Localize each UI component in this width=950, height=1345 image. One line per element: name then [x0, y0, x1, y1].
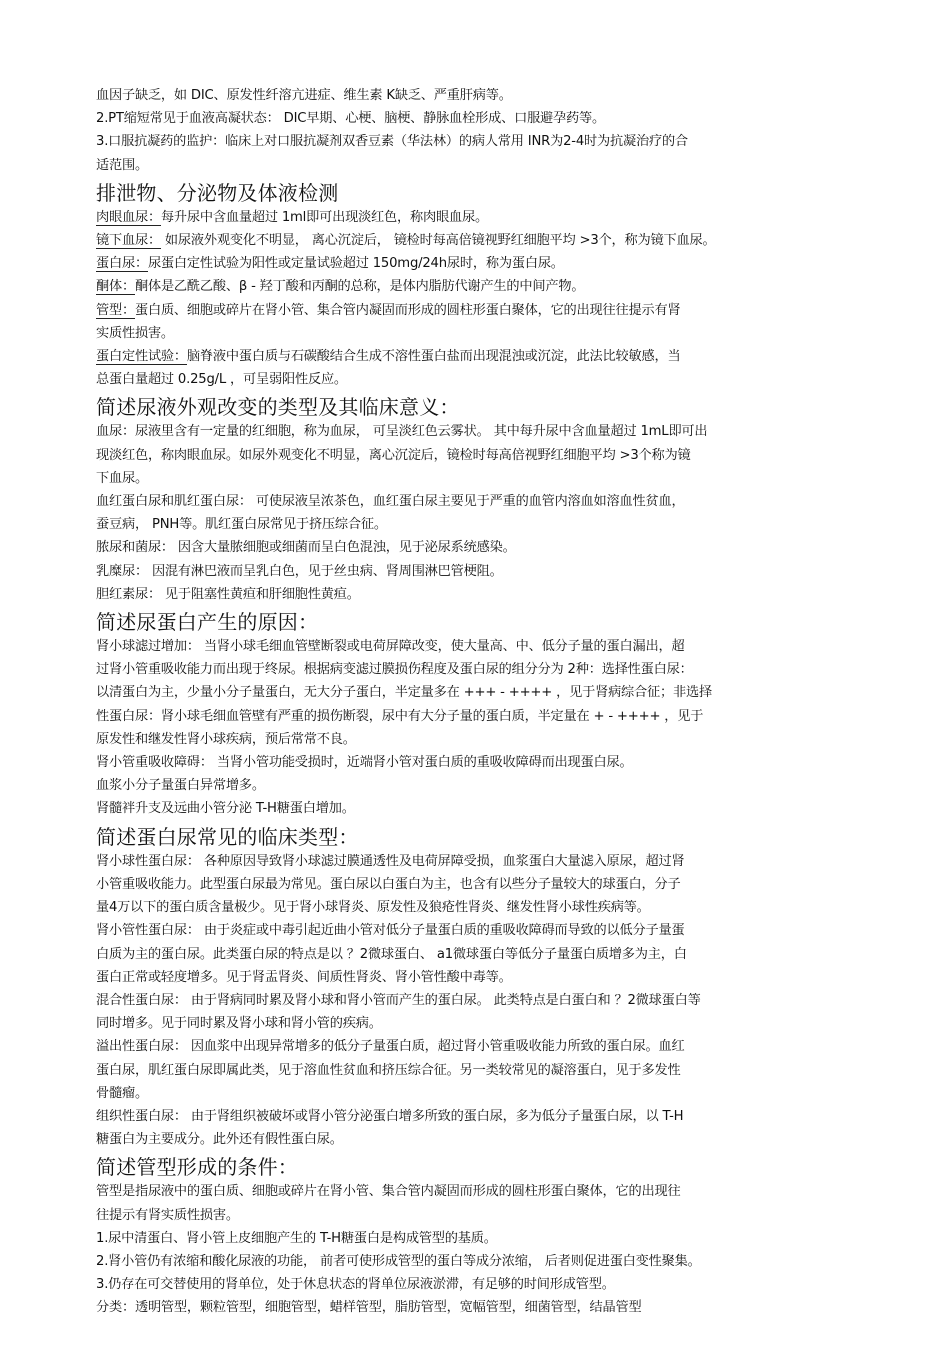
term-label: 酮体： — [96, 279, 135, 295]
text-line: 管型是指尿液中的蛋白质、细胞或碎片在肾小管、集合管内凝固而形成的圆柱形蛋白聚体，它的出现往 — [96, 1184, 681, 1200]
text-line: 实质性损害。 — [96, 325, 174, 341]
text-line: 血浆小分子量蛋白异常增多。 — [96, 778, 265, 794]
term-label: 镜下血尿： — [96, 233, 161, 249]
term-label: 管型： — [96, 302, 135, 318]
term-definition: 脑脊液中蛋白质与石碳酸结合生成不溶性蛋白盐而出现混浊或沉淀，此法比较敏感，当 — [186, 349, 681, 365]
text-line: 血因子缺乏，如 DIC、原发性纤溶亢进症、维生素 K缺乏、严重肝病等。 — [96, 88, 512, 103]
text-line: 胆红素尿： 见于阻塞性黄疸和肝细胞性黄疸。 — [96, 586, 360, 602]
term-label: 蛋白定性试验： — [96, 349, 187, 365]
term-line — [96, 252, 866, 275]
text-line: 糖蛋白为主要成分。此外还有假性蛋白尿。 — [96, 1132, 343, 1148]
text-line: 3.仍存在可交替使用的肾单位，处于休息状态的肾单位尿液淤滞，有足够的时间形成管型。 — [96, 1277, 615, 1293]
text-line: 3.口服抗凝药的监护：临床上对口服抗凝剂双香豆素（华法林）的病人常用 INR为2-4时为抗凝治疗的合 — [96, 134, 688, 150]
term-line — [96, 299, 866, 322]
text-line: 2.PT缩短常见于血液高凝状态： DIC早期、心梗、脑梗、静脉血栓形成、口服避孕药等。 — [96, 111, 605, 127]
section-heading: 简述尿液外观改变的类型及其临床意义： — [96, 395, 460, 420]
text-line: 肾小球性蛋白尿： 各种原因导致肾小球滤过膜通透性及电荷屏障受损，血浆蛋白大量滤入原尿，超过肾 — [96, 853, 685, 869]
term-line — [96, 206, 866, 229]
text-line: 肾小管重吸收障碍： 当肾小管功能受损时，近端肾小管对蛋白质的重吸收障碍而出现蛋白尿。 — [96, 755, 633, 771]
text-line: 下血尿。 — [96, 470, 148, 486]
text-line: 组织性蛋白尿： 由于肾组织被破坏或肾小管分泌蛋白增多所致的蛋白尿，多为低分子量蛋白尿，以 T-H — [96, 1108, 684, 1124]
text-line: 肾小球滤过增加： 当肾小球毛细血管壁断裂或电荷屏障改变，使大量高、中、低分子量的蛋白漏出，超 — [96, 639, 685, 655]
text-line: 1.尿中清蛋白、肾小管上皮细胞产生的 T-H糖蛋白是构成管型的基质。 — [96, 1230, 497, 1246]
text-line: 溢出性蛋白尿： 因血浆中出现异常增多的低分子量蛋白质，超过肾小管重吸收能力所致的蛋白尿。血红 — [96, 1039, 685, 1055]
section-heading: 排泄物、分泌物及体液检测 — [96, 180, 339, 205]
document-page — [96, 84, 866, 1320]
text-line: 肾小管性蛋白尿： 由于炎症或中毒引起近曲小管对低分子量蛋白质的重吸收障碍而导致的以低分子量蛋 — [96, 923, 685, 939]
text-line: 总蛋白量超过 0.25g/L ，可呈弱阳性反应。 — [96, 372, 347, 388]
section-excretion-tests — [96, 180, 866, 392]
text-line: 往提示有肾实质性损害。 — [96, 1207, 239, 1223]
text-line: 适范围。 — [96, 157, 148, 173]
term-line — [96, 275, 866, 298]
section-proteinuria-causes — [96, 609, 866, 821]
term-line — [96, 345, 866, 368]
text-line: 同时增多。见于同时累及肾小球和肾小管的疾病。 — [96, 1016, 382, 1032]
section-proteinuria-types — [96, 824, 866, 1152]
text-line: 蚕豆病， PNH等。肌红蛋白尿常见于挤压综合征。 — [96, 517, 387, 533]
text-line: 白质为主的蛋白尿。此类蛋白尿的特点是以 ？2微球蛋白、 a1微球蛋白等低分子量蛋白质增多为主，白 — [96, 946, 687, 962]
section-cast-formation — [96, 1154, 866, 1319]
term-definition: 每升尿中含血量超过 1ml即可出现淡红色，称肉眼血尿。 — [160, 209, 488, 225]
term-label: 蛋白尿： — [96, 256, 148, 272]
text-line: 蛋白尿，肌红蛋白尿即属此类，见于溶血性贫血和挤压综合征。另一类较常见的凝溶蛋白，见于多发性 — [96, 1062, 681, 1078]
section-urine-appearance — [96, 394, 866, 606]
text-line: 乳糜尿： 因混有淋巴液而呈乳白色，见于丝虫病、肾周围淋巴管梗阻。 — [96, 563, 503, 579]
term-definition: 酮体是乙酰乙酸、β - 羟丁酸和丙酮的总称，是体内脂肪代谢产生的中间产物。 — [134, 279, 585, 295]
term-definition: 如尿液外观变化不明显， 离心沉淀后， 镜检时每高倍镜视野红细胞平均 >3个，称为镜下血尿。 — [160, 233, 716, 249]
text-line: 血红蛋白尿和肌红蛋白尿： 可使尿液呈浓茶色，血红蛋白尿主要见于严重的血管内溶血如溶血性贫血， — [96, 494, 685, 510]
text-line: 现淡红色，称肉眼血尿。如尿外观变化不明显，离心沉淀后，镜检时每高倍视野红细胞平均 >3个称为镜 — [96, 447, 691, 463]
text-line: 过肾小管重吸收能力而出现于终尿。根据病变滤过膜损伤程度及蛋白尿的组分分为 2种：选择性蛋白尿： — [96, 662, 693, 678]
section-heading: 简述尿蛋白产生的原因： — [96, 610, 319, 635]
text-line: 肾髓袢升支及远曲小管分泌 T-H糖蛋白增加。 — [96, 801, 355, 817]
section-heading: 简述蛋白尿常见的临床类型： — [96, 824, 359, 849]
text-line: 量4万以下的蛋白质含量极少。见于肾小球肾炎、原发性及狼疮性肾炎、继发性肾小球性疾病等。 — [96, 900, 650, 916]
term-label: 肉眼血尿： — [96, 209, 161, 225]
intro-block — [96, 84, 866, 177]
text-line: 性蛋白尿：肾小球毛细血管壁有严重的损伤断裂，尿中有大分子量的蛋白质，半定量在 + - ++++ ，见于 — [96, 708, 704, 724]
text-line: 脓尿和菌尿： 因含大量脓细胞或细菌而呈白色混浊，见于泌尿系统感染。 — [96, 540, 516, 556]
text-line: 蛋白正常或轻度增多。见于肾盂肾炎、间质性肾炎、肾小管性酸中毒等。 — [96, 969, 512, 985]
text-line: 分类：透明管型，颗粒管型，细胞管型，蜡样管型，脂肪管型，宽幅管型，细菌管型，结晶管型 — [96, 1300, 642, 1316]
text-line: 混合性蛋白尿： 由于肾病同时累及肾小球和肾小管而产生的蛋白尿。 此类特点是白蛋白和 ？2微球蛋白等 — [96, 992, 701, 1008]
text-line: 骨髓瘤。 — [96, 1085, 148, 1101]
text-line: 原发性和继发性肾小球疾病，预后常常不良。 — [96, 731, 356, 747]
term-definition: 尿蛋白定性试验为阳性或定量试验超过 150mg/24h尿时，称为蛋白尿。 — [147, 256, 564, 272]
text-line: 2.肾小管仍有浓缩和酸化尿液的功能， 前者可使形成管型的蛋白等成分浓缩， 后者则促进蛋白变性聚集。 — [96, 1253, 701, 1269]
text-line: 小管重吸收能力。此型蛋白尿最为常见。蛋白尿以白蛋白为主，也含有以些分子量较大的球蛋白，分子 — [96, 876, 681, 892]
term-line — [96, 229, 866, 252]
text-line: 血尿：尿液里含有一定量的红细胞，称为血尿， 可呈淡红色云雾状。 其中每升尿中含血量超过 1mL即可出 — [96, 424, 708, 440]
text-line: 以清蛋白为主，少量小分子量蛋白，无大分子蛋白，半定量多在 +++ - ++++ ，见于肾病综合征；非选择 — [96, 685, 712, 701]
term-definition: 蛋白质、细胞或碎片在肾小管、集合管内凝固而形成的圆柱形蛋白聚体，它的出现往往提示有肾 — [134, 302, 681, 318]
section-heading: 简述管型形成的条件： — [96, 1155, 298, 1180]
